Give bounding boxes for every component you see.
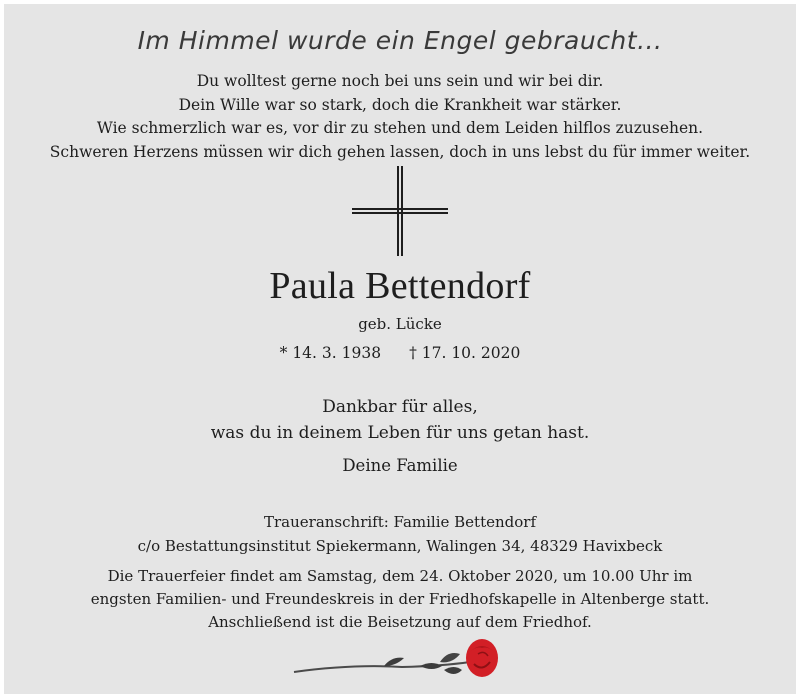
service-line: engsten Familien- und Freundeskreis in der Friedhofskapelle in Altenberge statt.: [90, 590, 710, 608]
mourning-address: [0, 510, 800, 558]
motto-heading: Im Himmel wurde ein Engel gebraucht...: [137, 26, 663, 55]
cross-icon: [352, 166, 448, 256]
poem-line: Wie schmerzlich war es, vor dir zu stehen und dem Leiden hilflos zuzusehen.: [96, 119, 704, 137]
poem-line: Du wolltest gerne noch bei uns sein und wir bei dir.: [196, 72, 604, 90]
thanks-block: [0, 394, 800, 446]
thanks-line: Dankbar für alles,: [322, 397, 478, 417]
rose-icon: [292, 636, 504, 694]
death-date: † 17. 10. 2020: [409, 344, 521, 362]
funeral-service-info: [0, 565, 800, 634]
address-line: c/o Bestattungsinstitut Spiekermann, Walingen 34, 48329 Havixbeck: [137, 537, 663, 555]
address-line: Traueranschrift: Familie Bettendorf: [264, 513, 536, 531]
poem-block: [0, 70, 800, 164]
poem-line: Dein Wille war so stark, doch die Krankheit war stärker.: [178, 95, 622, 114]
thanks-line: was du in deinem Leben für uns getan hast.: [210, 423, 590, 443]
life-dates: [0, 344, 800, 362]
service-line: Anschließend ist die Beisetzung auf dem Friedhof.: [208, 613, 592, 631]
birth-name: geb. Lücke: [358, 315, 442, 333]
poem-line: Schweren Herzens müssen wir dich gehen lassen, doch in uns lebst du für immer weiter.: [49, 142, 751, 161]
deceased-name: Paula Bettendorf: [269, 265, 531, 307]
service-line: Die Trauerfeier findet am Samstag, dem 24. Oktober 2020, um 10.00 Uhr im: [107, 567, 693, 585]
birth-date: * 14. 3. 1938: [279, 344, 382, 362]
family-signature: Deine Familie: [342, 456, 458, 475]
